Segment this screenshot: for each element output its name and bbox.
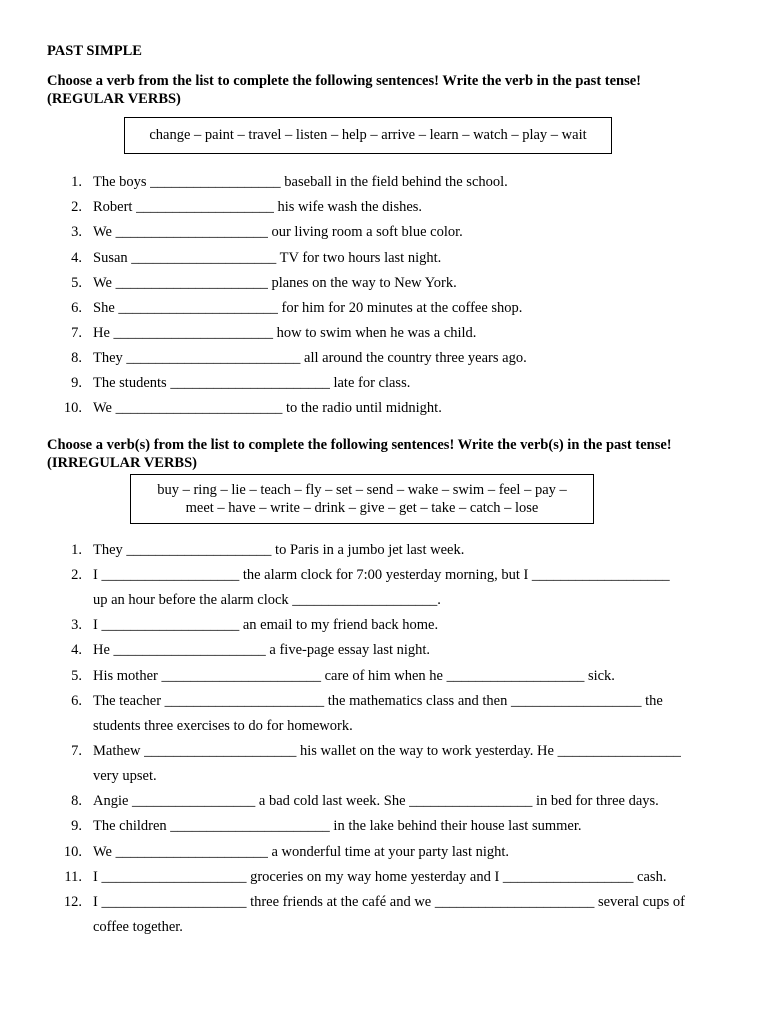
exercise-sentence: I ___________________ the alarm clock for 7:00 yesterday morning, but I ___________________ bbox=[93, 567, 670, 583]
exercise-sentence: He _____________________ a five-page essay last night. bbox=[93, 642, 431, 658]
exercise-number: 8. bbox=[71, 793, 82, 809]
exercise-number: 7. bbox=[71, 325, 82, 341]
exercise-sentence: They ____________________ to Paris in a jumbo jet last week. bbox=[93, 542, 465, 558]
section1-instruction-line1: Choose a verb from the list to complete the following sentences! Write the verb in the past tense! bbox=[47, 73, 642, 89]
irregular-verbs-list-line1: buy – ring – lie – teach – fly – set – send – wake – swim – feel – pay – bbox=[157, 482, 567, 498]
exercise-sentence: I ____________________ groceries on my way home yesterday and I __________________ cash. bbox=[93, 869, 667, 885]
exercise-sentence: His mother ______________________ care of him when he ___________________ sick. bbox=[93, 668, 615, 684]
exercise-sentence: The boys __________________ baseball in the field behind the school. bbox=[93, 174, 508, 190]
exercise-sentence: We _____________________ a wonderful time at your party last night. bbox=[93, 844, 510, 860]
section1-instruction bbox=[47, 72, 641, 108]
exercise-number: 2. bbox=[71, 567, 82, 583]
exercise-number: 1. bbox=[71, 174, 82, 190]
exercise-number: 8. bbox=[71, 350, 82, 366]
exercise-number: 4. bbox=[71, 642, 82, 658]
exercise-number: 11. bbox=[64, 869, 82, 885]
section1-instruction-line2: (REGULAR VERBS) bbox=[47, 91, 181, 107]
exercise-sentence: Susan ____________________ TV for two hours last night. bbox=[93, 250, 442, 266]
exercise-sentence: We _______________________ to the radio until midnight. bbox=[93, 400, 442, 416]
exercise-sentence: She ______________________ for him for 20 minutes at the coffee shop. bbox=[93, 300, 523, 316]
regular-verbs-list: change – paint – travel – listen – help – arrive – learn – watch – play – wait bbox=[149, 127, 587, 143]
section2-instruction-line2: (IRREGULAR VERBS) bbox=[47, 455, 197, 471]
exercise-number: 3. bbox=[71, 617, 82, 633]
exercise-sentence: The children ______________________ in the lake behind their house last summer. bbox=[93, 818, 582, 834]
exercise-number: 2. bbox=[71, 199, 82, 215]
exercise-sentence: They ________________________ all around the country three years ago. bbox=[93, 350, 527, 366]
exercise-number: 9. bbox=[71, 375, 82, 391]
exercise-number: 5. bbox=[71, 668, 82, 684]
exercise-number: 10. bbox=[63, 844, 82, 860]
irregular-verbs-box bbox=[130, 474, 594, 524]
exercise-sentence: I ____________________ three friends at the café and we ______________________ several cups of bbox=[93, 894, 685, 910]
exercise-number: 10. bbox=[63, 400, 82, 416]
exercise-sentence: Angie _________________ a bad cold last week. She _________________ in bed for three days. bbox=[93, 793, 659, 809]
section2-instruction bbox=[47, 436, 672, 472]
exercise-sentence: The teacher ______________________ the mathematics class and then __________________ the bbox=[93, 693, 663, 709]
page-title: PAST SIMPLE bbox=[47, 43, 142, 59]
exercise-number: 4. bbox=[71, 250, 82, 266]
section2-instruction-line1: Choose a verb(s) from the list to complete the following sentences! Write the verb(s) in the past tense! bbox=[47, 437, 672, 453]
exercise-sentence-continuation: students three exercises to do for homework. bbox=[93, 718, 353, 734]
exercise-sentence-continuation: up an hour before the alarm clock ____________________. bbox=[93, 592, 441, 608]
exercise-sentence: We _____________________ our living room a soft blue color. bbox=[93, 224, 463, 240]
exercise-sentence-continuation: very upset. bbox=[93, 768, 157, 784]
exercise-sentence-continuation: coffee together. bbox=[93, 919, 183, 935]
exercise-sentence: The students ______________________ late for class. bbox=[93, 375, 411, 391]
exercise-sentence: I ___________________ an email to my friend back home. bbox=[93, 617, 439, 633]
exercise-number: 12. bbox=[63, 894, 82, 910]
exercise-sentence: Robert ___________________ his wife wash the dishes. bbox=[93, 199, 423, 215]
regular-verbs-box bbox=[124, 117, 612, 154]
exercise-number: 6. bbox=[71, 300, 82, 316]
exercise-sentence: He ______________________ how to swim when he was a child. bbox=[93, 325, 477, 341]
exercise-number: 3. bbox=[71, 224, 82, 240]
exercise-number: 7. bbox=[71, 743, 82, 759]
exercise-number: 1. bbox=[71, 542, 82, 558]
exercise-sentence: Mathew _____________________ his wallet on the way to work yesterday. He _________________ bbox=[93, 743, 681, 759]
exercise-number: 6. bbox=[71, 693, 82, 709]
irregular-verbs-list-line2: meet – have – write – drink – give – get – take – catch – lose bbox=[185, 500, 539, 516]
exercise-sentence: We _____________________ planes on the way to New York. bbox=[93, 275, 457, 291]
exercise-number: 5. bbox=[71, 275, 82, 291]
exercise-number: 9. bbox=[71, 818, 82, 834]
